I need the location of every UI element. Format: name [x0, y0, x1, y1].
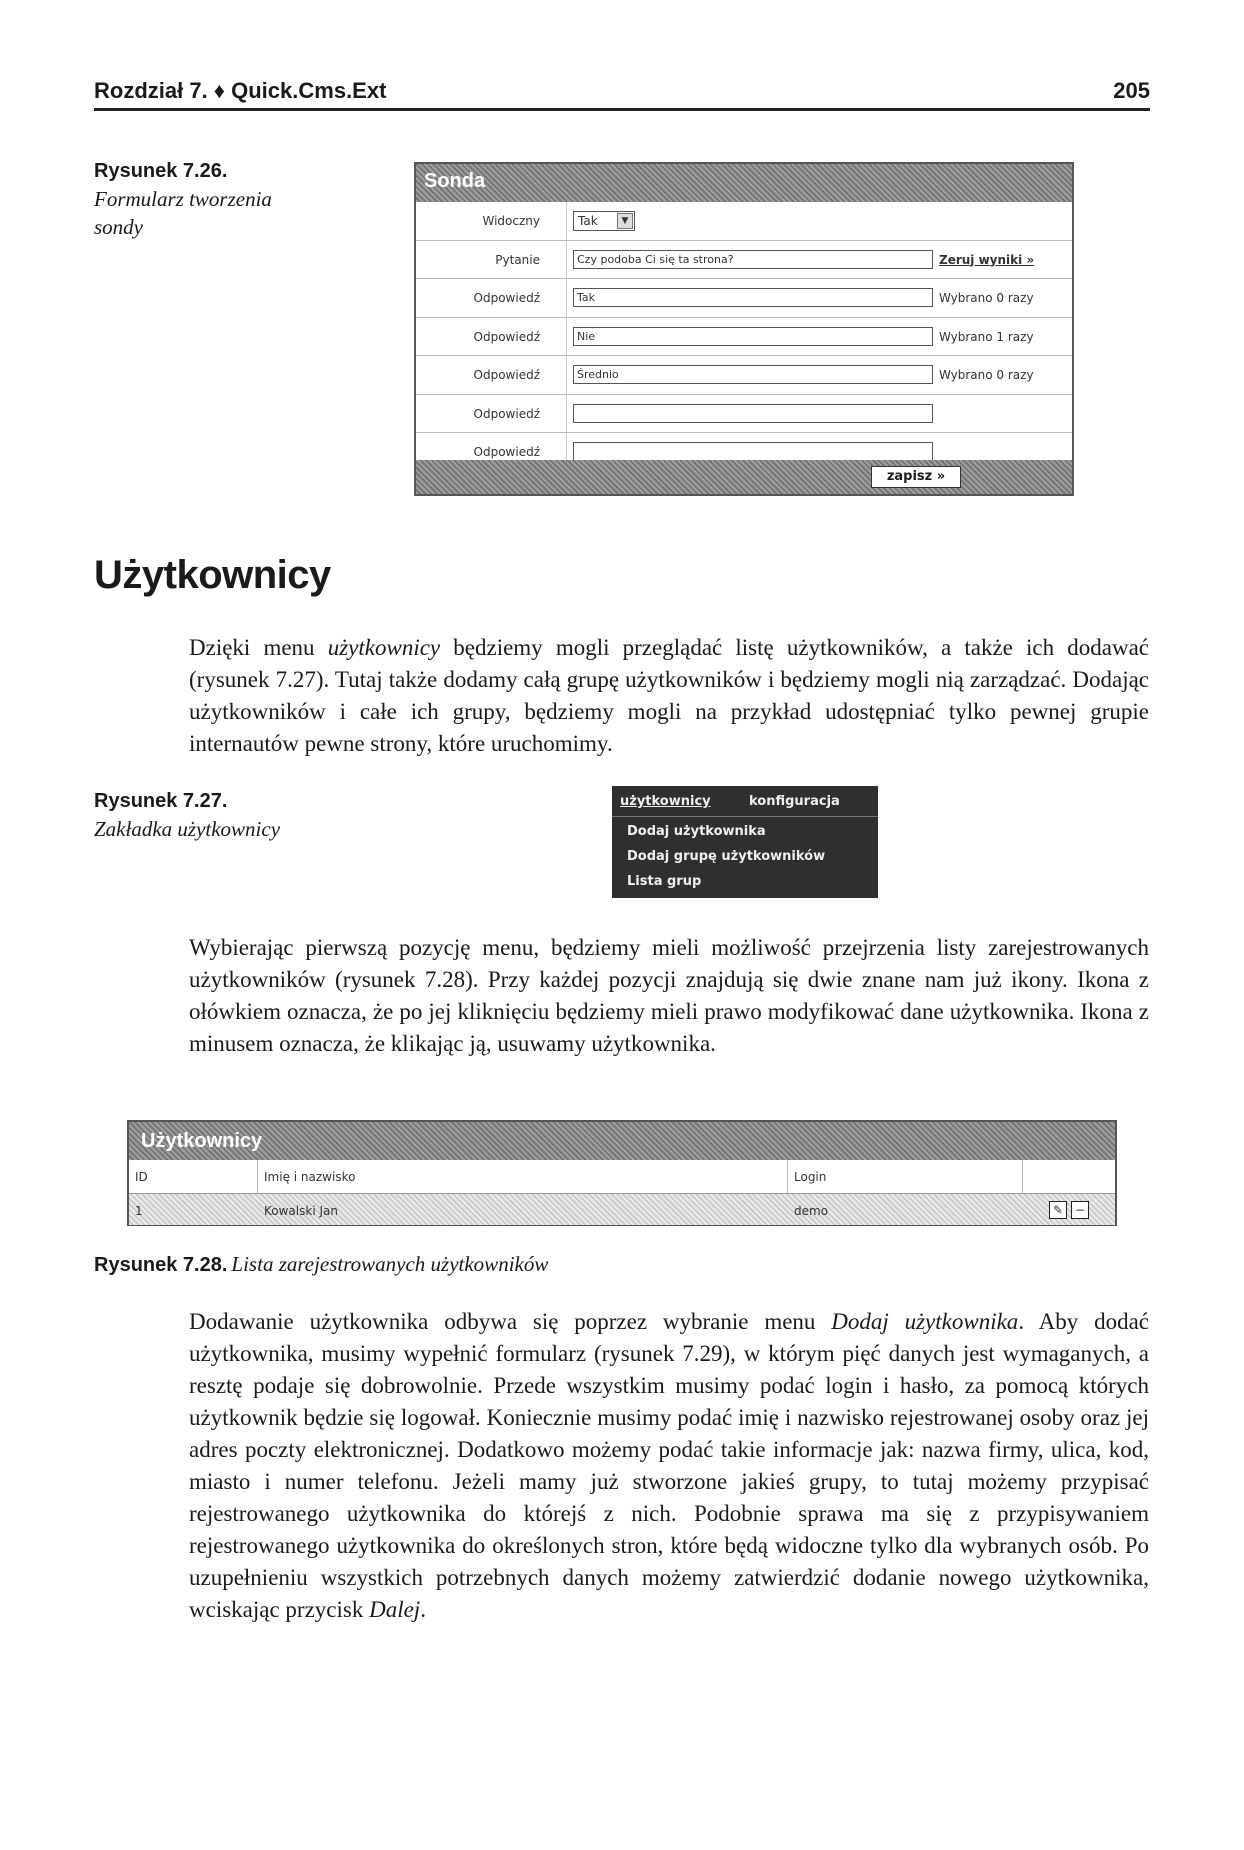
- poll-answer-count: Wybrano 0 razy: [939, 368, 1034, 382]
- poll-question-input[interactable]: Czy podoba Ci się ta strona?: [573, 250, 933, 269]
- text-run: . Aby dodać użytkownika, musimy wypełnić formularz (rysunek 7.29), w którym pięć danych jest wymaganych, a resztę podaje się dobrowolnie. Przede wszystkim musimy podać login i hasło, za pomocą których użytkownik będzie się logował. Koniecznie musimy podać imię i nazwisko rejestrowanej osoby oraz jej adres poczty elektronicznej. Dodatkowo możemy podać takie informacje jak: nazwa firmy, ulica, kod, miasto i numer telefonu. Jeżeli mamy już stworzone jakieś grupy, to tutaj możemy przypisać rejestrowanego użytkownika do którejś z nich. Podobnie sprawa ma się z przypisywaniem rejestrowanego użytkownika do określonych stron, które będą widoczne tylko dla wybranych osób. Po uzupełnieniu wszystkich potrzebnych danych możemy zatwierdzić dodanie nowego użytkownika, wciskając przycisk: [189, 1309, 1150, 1622]
- poll-visible-value: Tak: [578, 214, 598, 228]
- poll-answer-input[interactable]: [573, 442, 933, 461]
- cell-name: Kowalski Jan: [264, 1204, 338, 1218]
- running-header: [94, 78, 1150, 111]
- figure-27-number: Rysunek 7.27.: [94, 790, 228, 812]
- poll-visible-row: [416, 202, 1072, 241]
- poll-question-row: [416, 241, 1072, 280]
- figure-26-caption-line2: sondy: [94, 215, 143, 239]
- text-run: Dodawanie użytkownika odbywa się poprzez wybranie menu: [189, 1309, 832, 1334]
- figure-27-caption-text: Zakładka użytkownicy: [94, 817, 281, 841]
- figure-28-caption: [94, 1250, 1150, 1278]
- poll-answer-label: Odpowiedź: [473, 406, 540, 421]
- row-divider: [566, 318, 567, 356]
- text-run-italic: Dalej: [369, 1597, 421, 1622]
- poll-form: [414, 162, 1074, 496]
- tab-configuration[interactable]: konfiguracja: [749, 794, 840, 809]
- text-run-italic: użytkownicy: [327, 635, 441, 660]
- column-header-login: Login: [794, 1170, 827, 1184]
- poll-answer-input[interactable]: Średnio: [573, 365, 933, 384]
- menu-item-add-group[interactable]: Dodaj grupę użytkowników: [627, 849, 826, 864]
- poll-answer-count: Wybrano 0 razy: [939, 291, 1034, 305]
- row-divider: [566, 202, 567, 240]
- poll-answer-row: [416, 356, 1072, 395]
- poll-visible-select[interactable]: [573, 211, 635, 231]
- paragraph-users-intro: [189, 632, 1149, 760]
- reset-results-link[interactable]: Zeruj wyniki »: [939, 252, 1035, 267]
- poll-form-footer: [416, 460, 1072, 494]
- page-number: 205: [1113, 78, 1150, 103]
- row-divider: [566, 395, 567, 433]
- cell-login: demo: [794, 1204, 829, 1218]
- poll-answer-input[interactable]: [573, 404, 933, 423]
- text-run: będziemy mogli przeglądać listę użytkowników, a także ich dodawać (rysunek 7.27). Tutaj także dodamy całą grupę użytkowników i będziemy mogli nią zarządzać. Dodając użytkowników i całe ich grupy, będziemy mogli na przykład udostępniać tylko pewnej grupie internautów pewne strony, które uruchomimy.: [189, 635, 1150, 756]
- table-header-row: [129, 1160, 1115, 1194]
- users-table-title-bar: [129, 1122, 1115, 1160]
- row-divider: [566, 241, 567, 279]
- chapter-title: Rozdział 7. ♦ Quick.Cms.Ext: [94, 78, 387, 103]
- poll-answer-row: [416, 318, 1072, 357]
- figure-28-number: Rysunek 7.28.: [94, 1254, 228, 1276]
- menu-item-add-user[interactable]: Dodaj użytkownika: [627, 824, 766, 839]
- column-header-name: Imię i nazwisko: [264, 1170, 356, 1184]
- text-run-italic: Dodaj użytkownika: [831, 1309, 1019, 1334]
- text-run: Dzięki menu: [189, 635, 328, 660]
- poll-form-title-bar: [416, 164, 1072, 202]
- poll-visible-label: Widoczny: [482, 214, 540, 228]
- users-table: [127, 1120, 1117, 1226]
- menu-tabs: [612, 786, 878, 817]
- poll-answer-label: Odpowiedź: [473, 445, 540, 459]
- row-divider: [566, 356, 567, 394]
- text-run: .: [420, 1597, 426, 1622]
- users-menu: [612, 786, 878, 898]
- poll-answer-row: [416, 279, 1072, 318]
- figure-26-caption-line1: Formularz tworzenia: [94, 187, 272, 211]
- section-heading: Użytkownicy: [94, 553, 331, 597]
- figure-26-number: Rysunek 7.26.: [94, 160, 228, 182]
- poll-question-label: Pytanie: [495, 252, 540, 267]
- poll-answer-input[interactable]: Tak: [573, 288, 933, 307]
- paragraph-user-list: Wybierając pierwszą pozycję menu, będziemy mieli możliwość przejrzenia listy zarejestrowanych użytkowników (rysunek 7.28). Przy każdej pozycji znajdują się dwie znane nam już ikony. Ikona z ołówkiem oznacza, że po jej kliknięciu będziemy mieli prawo modyfikować dane użytkownika. Ikona z minusem oznacza, że klikając ją, usuwamy użytkownika.: [189, 935, 1149, 1056]
- paragraph-add-user: [189, 1306, 1149, 1626]
- chevron-down-icon[interactable]: ▼: [617, 213, 633, 229]
- cell-id: 1: [135, 1204, 143, 1218]
- poll-form-title: Sonda: [424, 170, 486, 192]
- users-table-title: Użytkownicy: [141, 1130, 263, 1152]
- column-divider: [1022, 1160, 1023, 1193]
- poll-answer-label: Odpowiedź: [473, 329, 540, 344]
- row-divider: [566, 279, 567, 317]
- poll-answer-row: [416, 395, 1072, 434]
- minus-icon[interactable]: −: [1071, 1201, 1089, 1219]
- figure-27-caption: [94, 790, 394, 843]
- column-header-id: ID: [135, 1170, 148, 1184]
- poll-answer-label: Odpowiedź: [473, 291, 540, 305]
- table-row: [129, 1194, 1115, 1225]
- poll-answer-input[interactable]: Nie: [573, 327, 933, 346]
- pencil-icon[interactable]: ✎: [1049, 1201, 1067, 1219]
- tab-users[interactable]: użytkownicy: [620, 794, 711, 809]
- poll-answer-label: Odpowiedź: [473, 368, 540, 382]
- figure-28-caption-text: Lista zarejestrowanych użytkowników: [231, 1252, 549, 1276]
- menu-item-group-list[interactable]: Lista grup: [627, 874, 702, 889]
- column-divider: [787, 1160, 788, 1193]
- figure-26-caption: [94, 160, 334, 241]
- column-divider: [257, 1160, 258, 1193]
- save-button[interactable]: zapisz »: [871, 466, 961, 488]
- poll-answer-count: Wybrano 1 razy: [939, 329, 1034, 344]
